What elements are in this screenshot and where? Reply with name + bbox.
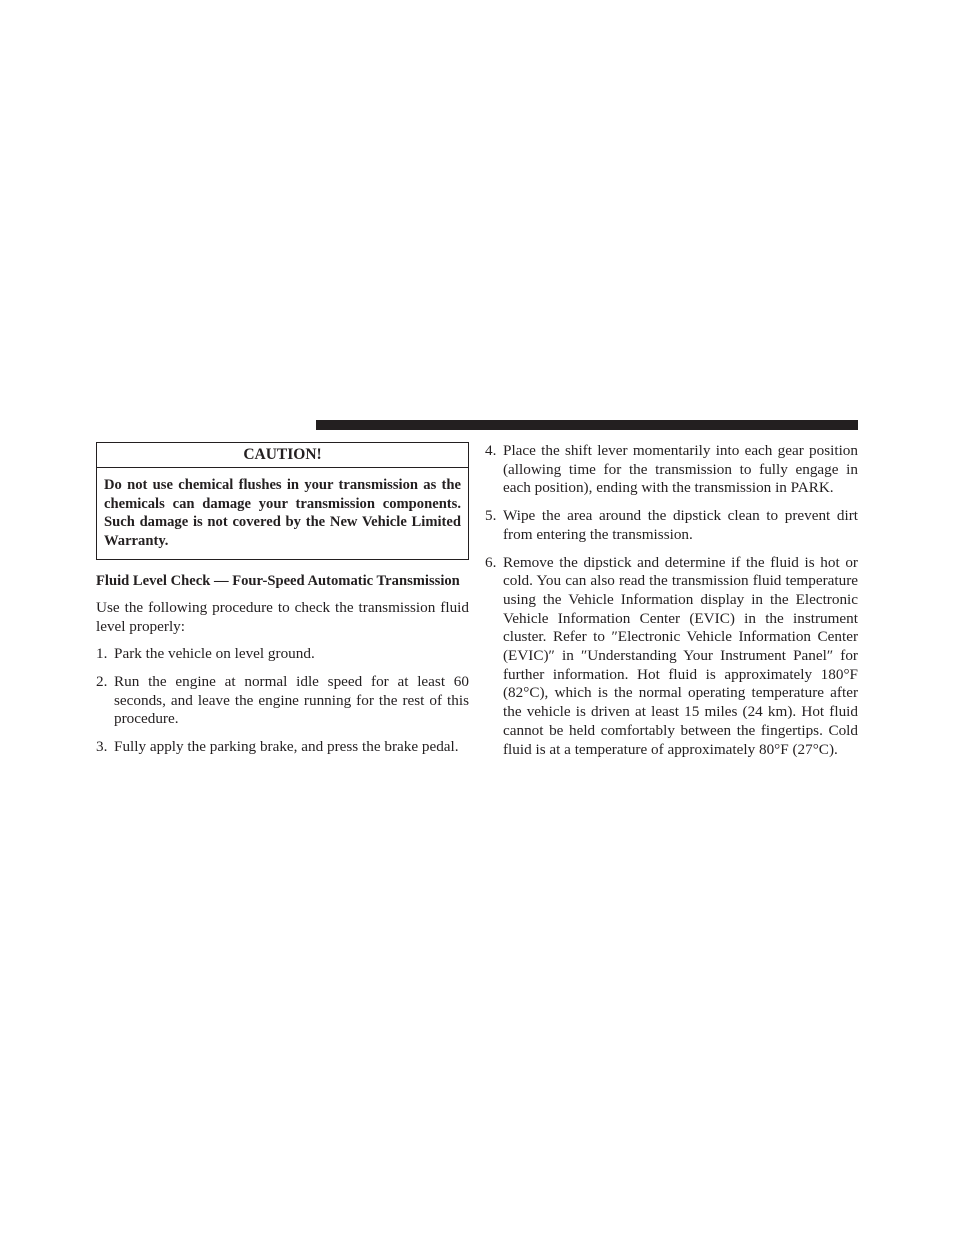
list-item bbox=[96, 645, 469, 664]
step-text: Fully apply the parking brake, and press the brake pedal. bbox=[114, 738, 459, 756]
list-item bbox=[96, 738, 469, 757]
list-item bbox=[485, 442, 858, 498]
step-text: Place the shift lever momentarily into each gear position (allowing time for the transmission to fully engage in each position), ending with the transmission in PARK. bbox=[503, 442, 858, 497]
right-column bbox=[485, 442, 858, 768]
step-text: Remove the dipstick and determine if the fluid is hot or cold. You can also read the transmission fluid temperature using the Vehicle Information display in the Electronic Vehicle Information Center (EVIC) in the instrument cluster. Refer to ″Electronic Vehicle Information Center (EVIC)″ in ″Understanding Your Instrument Panel″ for further information. Hot fluid is approximately 180°F (82°C), which is the normal operating temperature after the vehicle is driven at least 15 miles (24 km). Hot fluid cannot be held comfortably between the fingertips. Cold fluid is at a temperature of approximately 80°F (27°C). bbox=[503, 553, 858, 758]
step-number: 3. bbox=[96, 738, 108, 756]
step-number: 5. bbox=[485, 507, 497, 525]
step-number: 1. bbox=[96, 645, 108, 663]
step-text: Run the engine at normal idle speed for at least 60 seconds, and leave the engine running for the rest of this procedure. bbox=[114, 672, 469, 728]
intro-paragraph: Use the following procedure to check the transmission fluid level properly: bbox=[96, 598, 469, 635]
list-item bbox=[485, 507, 858, 544]
step-number: 6. bbox=[485, 553, 497, 571]
list-item bbox=[96, 673, 469, 729]
left-column bbox=[96, 442, 469, 766]
step-text: Wipe the area around the dipstick clean to prevent dirt from entering the transmission. bbox=[503, 507, 858, 543]
section-heading: Fluid Level Check — Four-Speed Automatic Transmission bbox=[96, 572, 460, 589]
steps-list-left bbox=[96, 645, 469, 757]
header-rule bbox=[316, 420, 858, 430]
caution-text: Do not use chemical flushes in your transmission as the chemicals can damage your transmission components. Such damage is not covered by the New Vehicle Limited Warranty. bbox=[104, 477, 461, 550]
list-item bbox=[485, 554, 858, 760]
caution-box bbox=[96, 442, 469, 560]
caution-heading: CAUTION! bbox=[97, 443, 468, 468]
step-number: 4. bbox=[485, 442, 497, 459]
step-number: 2. bbox=[96, 672, 108, 690]
steps-list-right bbox=[485, 442, 858, 759]
step-text: Park the vehicle on level ground. bbox=[114, 645, 315, 663]
